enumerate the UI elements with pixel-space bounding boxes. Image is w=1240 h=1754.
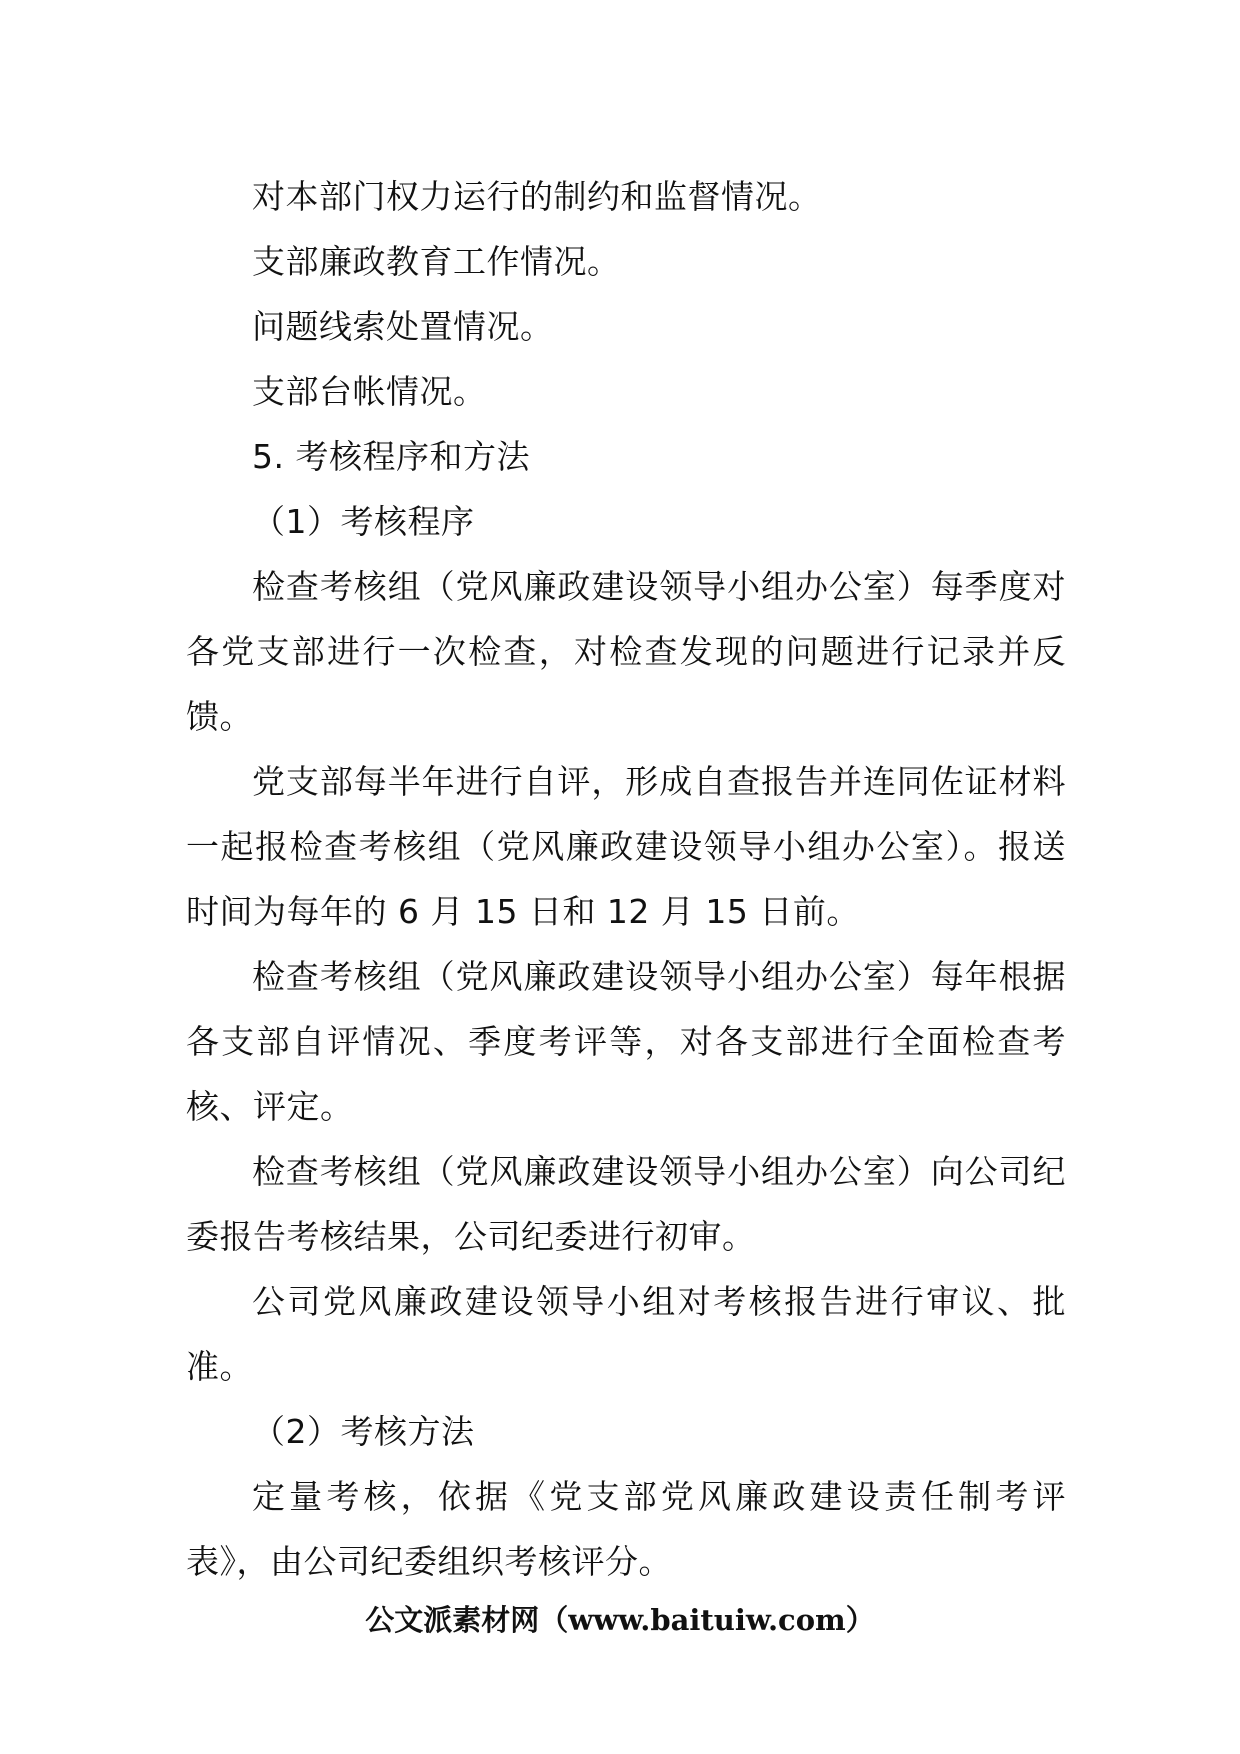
paragraph-annual-review: 检查考核组（党风廉政建设领导小组办公室）每年根据各支部自评情况、季度考评等，对各支部进行全面检查考核、评定。 (186, 957, 1066, 1126)
paragraph-approval: 公司党风廉政建设领导小组对考核报告进行审议、批准。 (186, 1282, 1066, 1386)
paragraph-education: 支部廉政教育工作情况。 (252, 242, 621, 281)
subheading-method: （2）考核方法 (252, 1412, 475, 1451)
subheading-procedure: （1）考核程序 (252, 502, 475, 541)
footer-watermark: 公文派素材网（www.baituiw.com） (365, 1603, 875, 1637)
paragraph-ledger: 支部台帐情况。 (252, 372, 487, 411)
section-heading-procedure-method: 5. 考核程序和方法 (252, 437, 530, 476)
paragraph-clues: 问题线索处置情况。 (252, 307, 554, 346)
paragraph-report-results: 检查考核组（党风廉政建设领导小组办公室）向公司纪委报告考核结果，公司纪委进行初审。 (186, 1152, 1066, 1256)
paragraph-supervision: 对本部门权力运行的制约和监督情况。 (252, 177, 822, 216)
paragraph-quantitative: 定量考核，依据《党支部党风廉政建设责任制考评表》，由公司纪委组织考核评分。 (186, 1477, 1066, 1581)
paragraph-self-assessment: 党支部每半年进行自评，形成自查报告并连同佐证材料一起报检查考核组（党风廉政建设领导小组办公室）。报送时间为每年的 6 月 15 日和 12 月 15 日前。 (186, 762, 1066, 931)
paragraph-quarterly-check: 检查考核组（党风廉政建设领导小组办公室）每季度对各党支部进行一次检查，对检查发现的问题进行记录并反馈。 (186, 567, 1066, 736)
